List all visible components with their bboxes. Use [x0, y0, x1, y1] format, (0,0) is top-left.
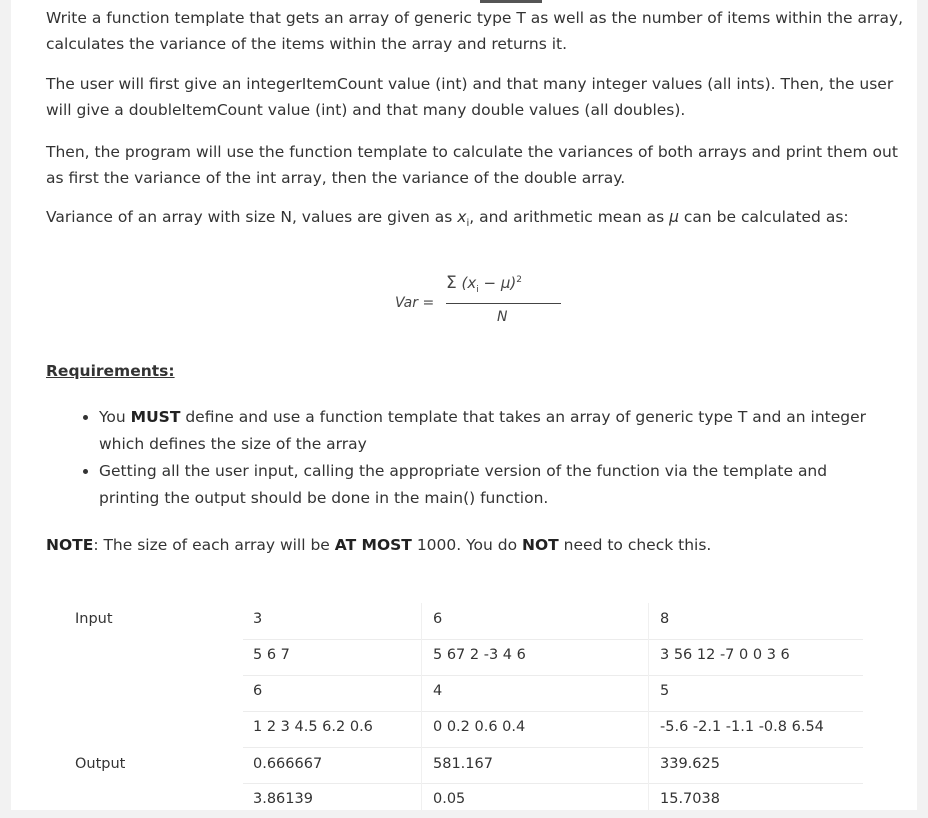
input-label: Input [75, 611, 113, 627]
example-3-output-line-2: 15.7038 [660, 791, 720, 807]
row-divider [243, 783, 863, 784]
example-1-output-line-1: 0.666667 [253, 756, 323, 772]
example-1-input-line-3: 6 [253, 683, 263, 699]
example-3-input-line-2: 3 56 12 -7 0 0 3 6 [660, 647, 790, 663]
note-text-2: 1000. You do [411, 536, 523, 554]
example-1-output-line-2: 3.86139 [253, 791, 313, 807]
description-paragraph-2: The user will first give an integerItemCount value (int) and that many integer values (all ints). Then, the user will give a doubleItemCount value (int) and that many double values (all doubles). [46, 75, 894, 119]
row-divider [243, 747, 863, 748]
note-bold-2: NOT [522, 536, 559, 554]
description-paragraph-3: Then, the program will use the function template to calculate the variances of both arrays and print them out as first the variance of the int array, then the variance of the double array. [46, 143, 898, 187]
example-1-input-line-1: 3 [253, 611, 263, 627]
formula-sigma: Σ [446, 273, 457, 293]
example-2-output-line-1: 581.167 [433, 756, 493, 772]
example-1-input-line-4: 1 2 3 4.5 6.2 0.6 [253, 719, 373, 735]
p4-i-subscript: i [466, 218, 470, 230]
req1-post: define and use a function template that takes an array of generic type T and an integer which defines the size of the array [99, 408, 867, 453]
requirement-item-2: • Getting all the user input, calling the appropriate version of the function via the template and printing the output should be done in the main() function. [99, 458, 889, 512]
example-3-input-line-4: -5.6 -2.1 -1.1 -0.8 6.54 [660, 719, 824, 735]
p4-x-symbol: x [457, 208, 467, 226]
formula-numerator-sup: 2 [516, 275, 522, 285]
row-divider [243, 711, 863, 712]
formula-fraction-bar [446, 303, 561, 304]
example-2-input-line-1: 6 [433, 611, 443, 627]
formula-lhs: Var = [395, 295, 435, 311]
p4-text-after: can be calculated as: [678, 208, 849, 226]
formula-denominator: N [497, 309, 508, 325]
req1-bold: MUST [130, 408, 181, 426]
problem-statement-page [11, 0, 917, 810]
req1-pre: You [99, 408, 131, 426]
formula-numerator [446, 273, 522, 295]
example-1-input-line-2: 5 6 7 [253, 647, 290, 663]
formula-numerator-rest: − μ) [478, 274, 517, 292]
note-text-3: need to check this. [558, 536, 712, 554]
top-scroll-marker [480, 0, 542, 3]
column-divider [648, 603, 649, 810]
requirements-heading: Requirements: [46, 362, 175, 380]
formula-numerator-sub: i [476, 285, 479, 295]
formula-numerator-open: (x [456, 274, 477, 292]
note-bold-1: AT MOST [334, 536, 412, 554]
requirements-list [76, 404, 889, 512]
example-2-input-line-4: 0 0.2 0.6 0.4 [433, 719, 526, 735]
output-label: Output [75, 756, 126, 772]
example-3-input-line-3: 5 [660, 683, 670, 699]
example-2-input-line-2: 5 67 2 -3 4 6 [433, 647, 526, 663]
example-2-output-line-2: 0.05 [433, 791, 466, 807]
example-3-output-line-1: 339.625 [660, 756, 720, 772]
note-label: NOTE [46, 536, 94, 554]
column-divider [421, 603, 422, 810]
p4-mu-symbol: μ [669, 208, 679, 226]
p4-text-before: Variance of an array with size N, values are given as [46, 208, 458, 226]
row-divider [243, 675, 863, 676]
row-divider [243, 639, 863, 640]
description-paragraph-1: Write a function template that gets an array of generic type T as well as the number of items within the array, calculates the variance of the items within the array and returns it. [46, 9, 904, 53]
requirement-item-1 [99, 404, 889, 458]
p4-text-middle: , and arithmetic mean as [469, 208, 670, 226]
example-2-input-line-3: 4 [433, 683, 443, 699]
variance-formula [391, 270, 571, 330]
note-text-1: : The size of each array will be [93, 536, 335, 554]
example-3-input-line-1: 8 [660, 611, 670, 627]
description-paragraph-4 [46, 204, 911, 237]
note-paragraph [46, 532, 711, 558]
